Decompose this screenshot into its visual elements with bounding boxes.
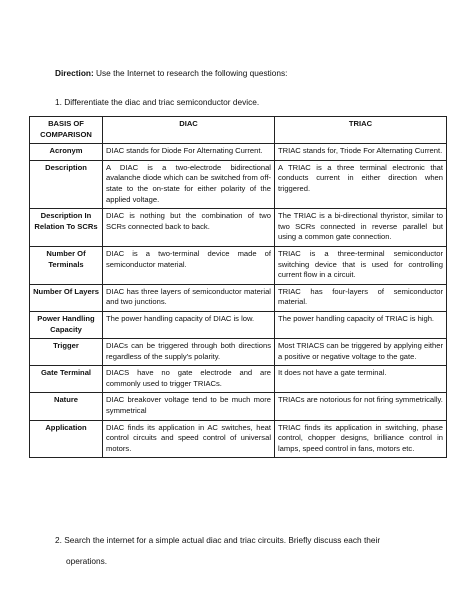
table-row xyxy=(30,284,447,311)
header-diac: DIAC xyxy=(103,117,275,144)
cell-basis: Trigger xyxy=(30,339,103,366)
cell-diac: DIAC is a two-terminal device made of semiconductor material. xyxy=(103,246,275,284)
direction-line xyxy=(55,68,287,78)
table-row xyxy=(30,311,447,338)
table-body xyxy=(30,144,447,458)
cell-basis: Number Of Terminals xyxy=(30,246,103,284)
cell-triac: TRIACs are notorious for not firing symmetrically. xyxy=(275,393,447,420)
cell-diac: DIACS have no gate electrode and are commonly used to trigger TRIACs. xyxy=(103,366,275,393)
cell-diac: DIAC stands for Diode For Alternating Current. xyxy=(103,144,275,161)
direction-label: Direction: xyxy=(55,68,94,78)
direction-text: Use the Internet to research the following questions: xyxy=(96,68,288,78)
question-2-line-2: operations. xyxy=(66,556,108,566)
cell-diac: DIAC has three layers of semiconductor material and two junctions. xyxy=(103,284,275,311)
cell-basis: Description In Relation To SCRs xyxy=(30,209,103,247)
cell-basis: Description xyxy=(30,160,103,208)
table-row xyxy=(30,246,447,284)
cell-basis: Acronym xyxy=(30,144,103,161)
cell-diac: DIACs can be triggered through both directions regardless of the supply’s polarity. xyxy=(103,339,275,366)
cell-basis: Power Handling Capacity xyxy=(30,311,103,338)
question-1: 1. Differentiate the diac and triac semiconductor device. xyxy=(55,97,260,107)
table-row xyxy=(30,144,447,161)
cell-diac: DIAC is nothing but the combination of two SCRs connected back to back. xyxy=(103,209,275,247)
table-row xyxy=(30,393,447,420)
cell-basis: Nature xyxy=(30,393,103,420)
cell-diac: DIAC breakover voltage tend to be much more symmetrical xyxy=(103,393,275,420)
cell-diac: The power handling capacity of DIAC is low. xyxy=(103,311,275,338)
cell-triac: TRIAC stands for, Triode For Alternating Current. xyxy=(275,144,447,161)
cell-triac: A TRIAC is a three terminal electronic that conducts current in either direction when triggered. xyxy=(275,160,447,208)
cell-triac: TRIAC is a three-terminal semiconductor switching device that is used for controlling current flow in a circuit. xyxy=(275,246,447,284)
cell-triac: The TRIAC is a bi-directional thyristor, similar to two SCRs connected in reverse parallel but using a common gate connection. xyxy=(275,209,447,247)
cell-diac: A DIAC is a two-electrode bidirectional avalanche diode which can be switched from off-state to the on-state for either polarity of the applied voltage. xyxy=(103,160,275,208)
question-2 xyxy=(55,530,435,572)
header-basis: BASIS OF COMPARISON xyxy=(30,117,103,144)
comparison-table xyxy=(29,116,447,458)
cell-basis: Gate Terminal xyxy=(30,366,103,393)
cell-triac: TRIAC has four-layers of semiconductor material. xyxy=(275,284,447,311)
header-triac: TRIAC xyxy=(275,117,447,144)
table-row xyxy=(30,209,447,247)
cell-triac: It does not have a gate terminal. xyxy=(275,366,447,393)
cell-basis: Number Of Layers xyxy=(30,284,103,311)
cell-triac: TRIAC finds its application in switching, phase control, chopper designs, brilliance control in lamps, speed control in fans, motors etc. xyxy=(275,420,447,458)
table-row xyxy=(30,366,447,393)
table-row xyxy=(30,420,447,458)
cell-diac: DIAC finds its application in AC switches, heat control circuits and speed control of universal motors. xyxy=(103,420,275,458)
cell-basis: Application xyxy=(30,420,103,458)
table-row xyxy=(30,339,447,366)
cell-triac: The power handling capacity of TRIAC is high. xyxy=(275,311,447,338)
cell-triac: Most TRIACS can be triggered by applying either a positive or negative voltage to the gate. xyxy=(275,339,447,366)
table-row xyxy=(30,160,447,208)
table-header-row xyxy=(30,117,447,144)
question-2-line-1: 2. Search the internet for a simple actual diac and triac circuits. Briefly discuss each their xyxy=(55,535,381,545)
